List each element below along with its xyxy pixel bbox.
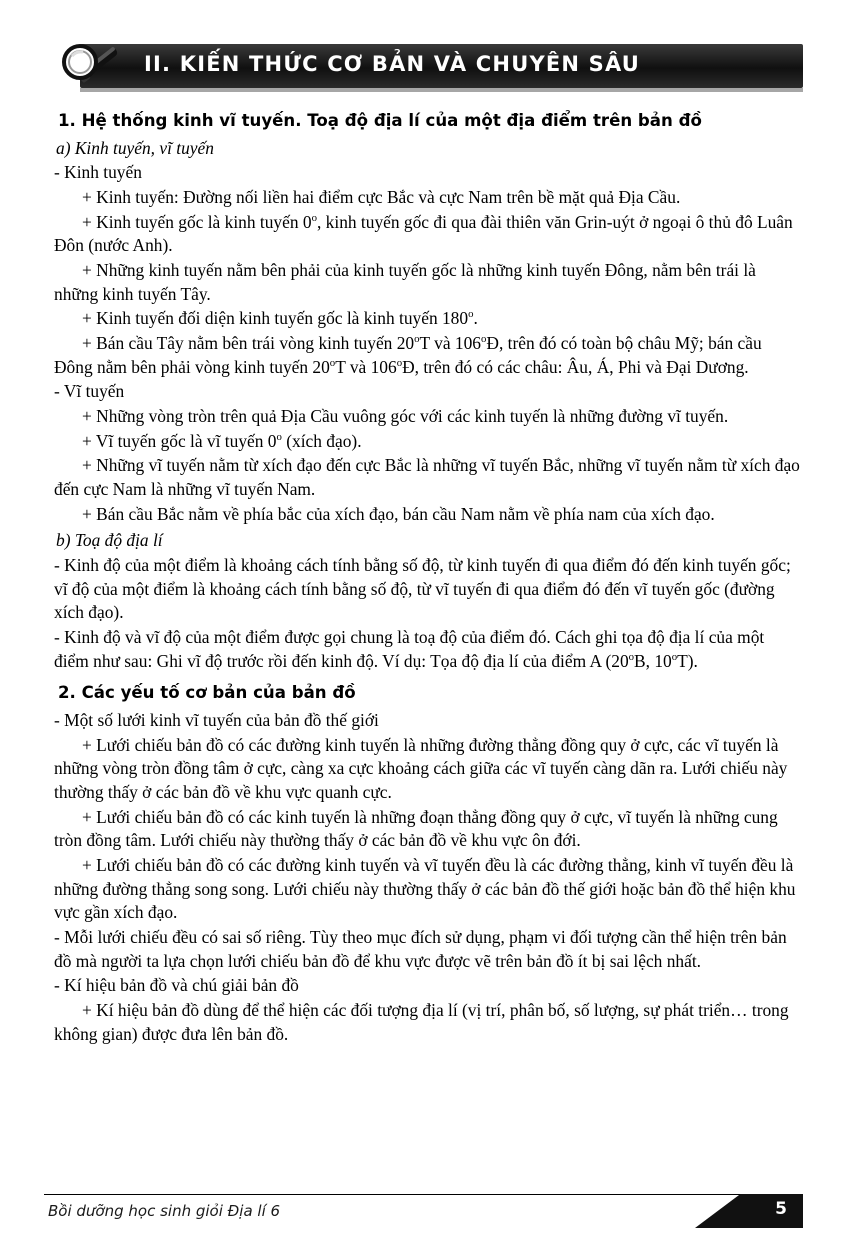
subheading-a: a) Kinh tuyến, vĩ tuyến (56, 137, 214, 158)
paragraph: - Một số lưới kinh vĩ tuyến của bản đồ thế giới (54, 709, 379, 730)
section-heading-1: 1. Hệ thống kinh vĩ tuyến. Toạ độ địa lí của một địa điểm trên bản đồ (58, 111, 702, 130)
paragraph: + Những kinh tuyến nằm bên phải của kinh tuyến gốc là những kinh tuyến Đông, nằm bên trái là những kinh tuyến Tây. (54, 259, 756, 304)
paragraph: - Mỗi lưới chiếu đều có sai số riêng. Tùy theo mục đích sử dụng, phạm vi đối tượng cần thể hiện trên bản đồ mà người ta lựa chọn lưới chiếu bản đồ để khu vực được vẽ trên bản đồ ít bị sai lệch nhất. (54, 926, 787, 971)
magnifier-icon (50, 38, 128, 94)
page-title: II. KIẾN THỨC CƠ BẢN VÀ CHUYÊN SÂU (144, 52, 641, 76)
paragraph: + Lưới chiếu bản đồ có các đường kinh tuyến là những đường thẳng đồng quy ở cực, các vĩ tuyến là những vòng tròn đồng tâm ở cực, càng xa cực khoảng cách giữa các vĩ tuyến càng dãn ra. Lưới chiếu này thường thấy ở các bản đồ về khu vực quanh cực. (54, 734, 788, 802)
paragraph: + Kinh tuyến gốc là kinh tuyến 0$^o$, kinh tuyến gốc đi qua đài thiên văn Grin-uýt ở ngoại ô thủ đô Luân Đôn (nước Anh). (54, 211, 793, 256)
footer-book-title: Bồi dưỡng học sinh giỏi Địa lí 6 (48, 1202, 281, 1220)
paragraph: + Những vòng tròn trên quả Địa Cầu vuông góc với các kinh tuyến là những đường vĩ tuyến. (82, 405, 729, 426)
paragraph: - Kinh độ và vĩ độ của một điểm được gọi chung là toạ độ của điểm đó. Cách ghi tọa độ địa lí của một điểm như sau: Ghi vĩ độ trước rồi đến kinh độ. Ví dụ: Tọa độ địa lí của điểm A (20$^o$B, 10$^o$T). (54, 627, 765, 671)
page-number: 5 (775, 1199, 787, 1219)
paragraph: + Kinh tuyến đối diện kinh tuyến gốc là kinh tuyến 180$^o$. (82, 308, 478, 329)
footer-divider (44, 1194, 803, 1195)
paragraph: - Kinh độ của một điểm là khoảng cách tính bằng số độ, từ kinh tuyến đi qua điểm đó đến kinh tuyến gốc; vĩ độ của một điểm là khoảng cách tính bằng số độ, từ vĩ tuyến đi qua điểm đó đến vĩ tuyến gốc (đường xích đạo). (54, 554, 791, 623)
document-page (0, 38, 849, 1238)
paragraph: + Bán cầu Bắc nằm về phía bắc của xích đạo, bán cầu Nam nằm về phía nam của xích đạo. (82, 503, 715, 524)
section-heading-2: 2. Các yếu tố cơ bản của bản đồ (58, 683, 356, 703)
paragraph: + Kinh tuyến: Đường nối liền hai điểm cực Bắc và cực Nam trên bề mặt quả Địa Cầu. (82, 186, 681, 207)
paragraph: + Những vĩ tuyến nằm từ xích đạo đến cực Bắc là những vĩ tuyến Bắc, những vĩ tuyến nằm từ xích đạo đến cực Nam là những vĩ tuyến Nam. (54, 455, 800, 499)
paragraph: + Bán cầu Tây nằm bên trái vòng kinh tuyến 20$^o$T và 106$^o$Đ, trên đó có toàn bộ châu Mỹ; bán cầu Đông nằm bên phải vòng kinh tuyến 20$^o$T và 106$^o$Đ, trên đó có các châu: Âu, Á, Phi và Đại Dương. (54, 332, 762, 377)
document-body (44, 110, 803, 1046)
page-footer (0, 1194, 849, 1238)
page-number-badge (695, 1194, 803, 1228)
paragraph: - Kinh tuyến (54, 162, 142, 183)
paragraph: + Lưới chiếu bản đồ có các kinh tuyến là những đoạn thẳng đồng quy ở cực, vĩ tuyến là những cung tròn đồng tâm. Lưới chiếu này thường thấy ở các bản đồ về khu vực ôn đới. (54, 806, 778, 851)
paragraph: + Vĩ tuyến gốc là vĩ tuyến 0$^o$ (xích đạo). (82, 430, 362, 451)
section-header (44, 38, 803, 94)
subheading-b: b) Toạ độ địa lí (56, 530, 163, 551)
paragraph: + Lưới chiếu bản đồ có các đường kinh tuyến và vĩ tuyến đều là các đường thẳng, kinh vĩ tuyến đều là những đường thẳng song song. Lưới chiếu này thường thấy ở các bản đồ thế giới hoặc bản đồ thể hiện khu vực gần xích đạo. (54, 854, 796, 923)
paragraph: + Kí hiệu bản đồ dùng để thể hiện các đối tượng địa lí (vị trí, phân bố, số lượng, sự phát triển… trong không gian) được đưa lên bản đồ. (54, 999, 789, 1044)
paragraph: - Vĩ tuyến (54, 381, 125, 402)
paragraph: - Kí hiệu bản đồ và chú giải bản đồ (54, 975, 299, 996)
